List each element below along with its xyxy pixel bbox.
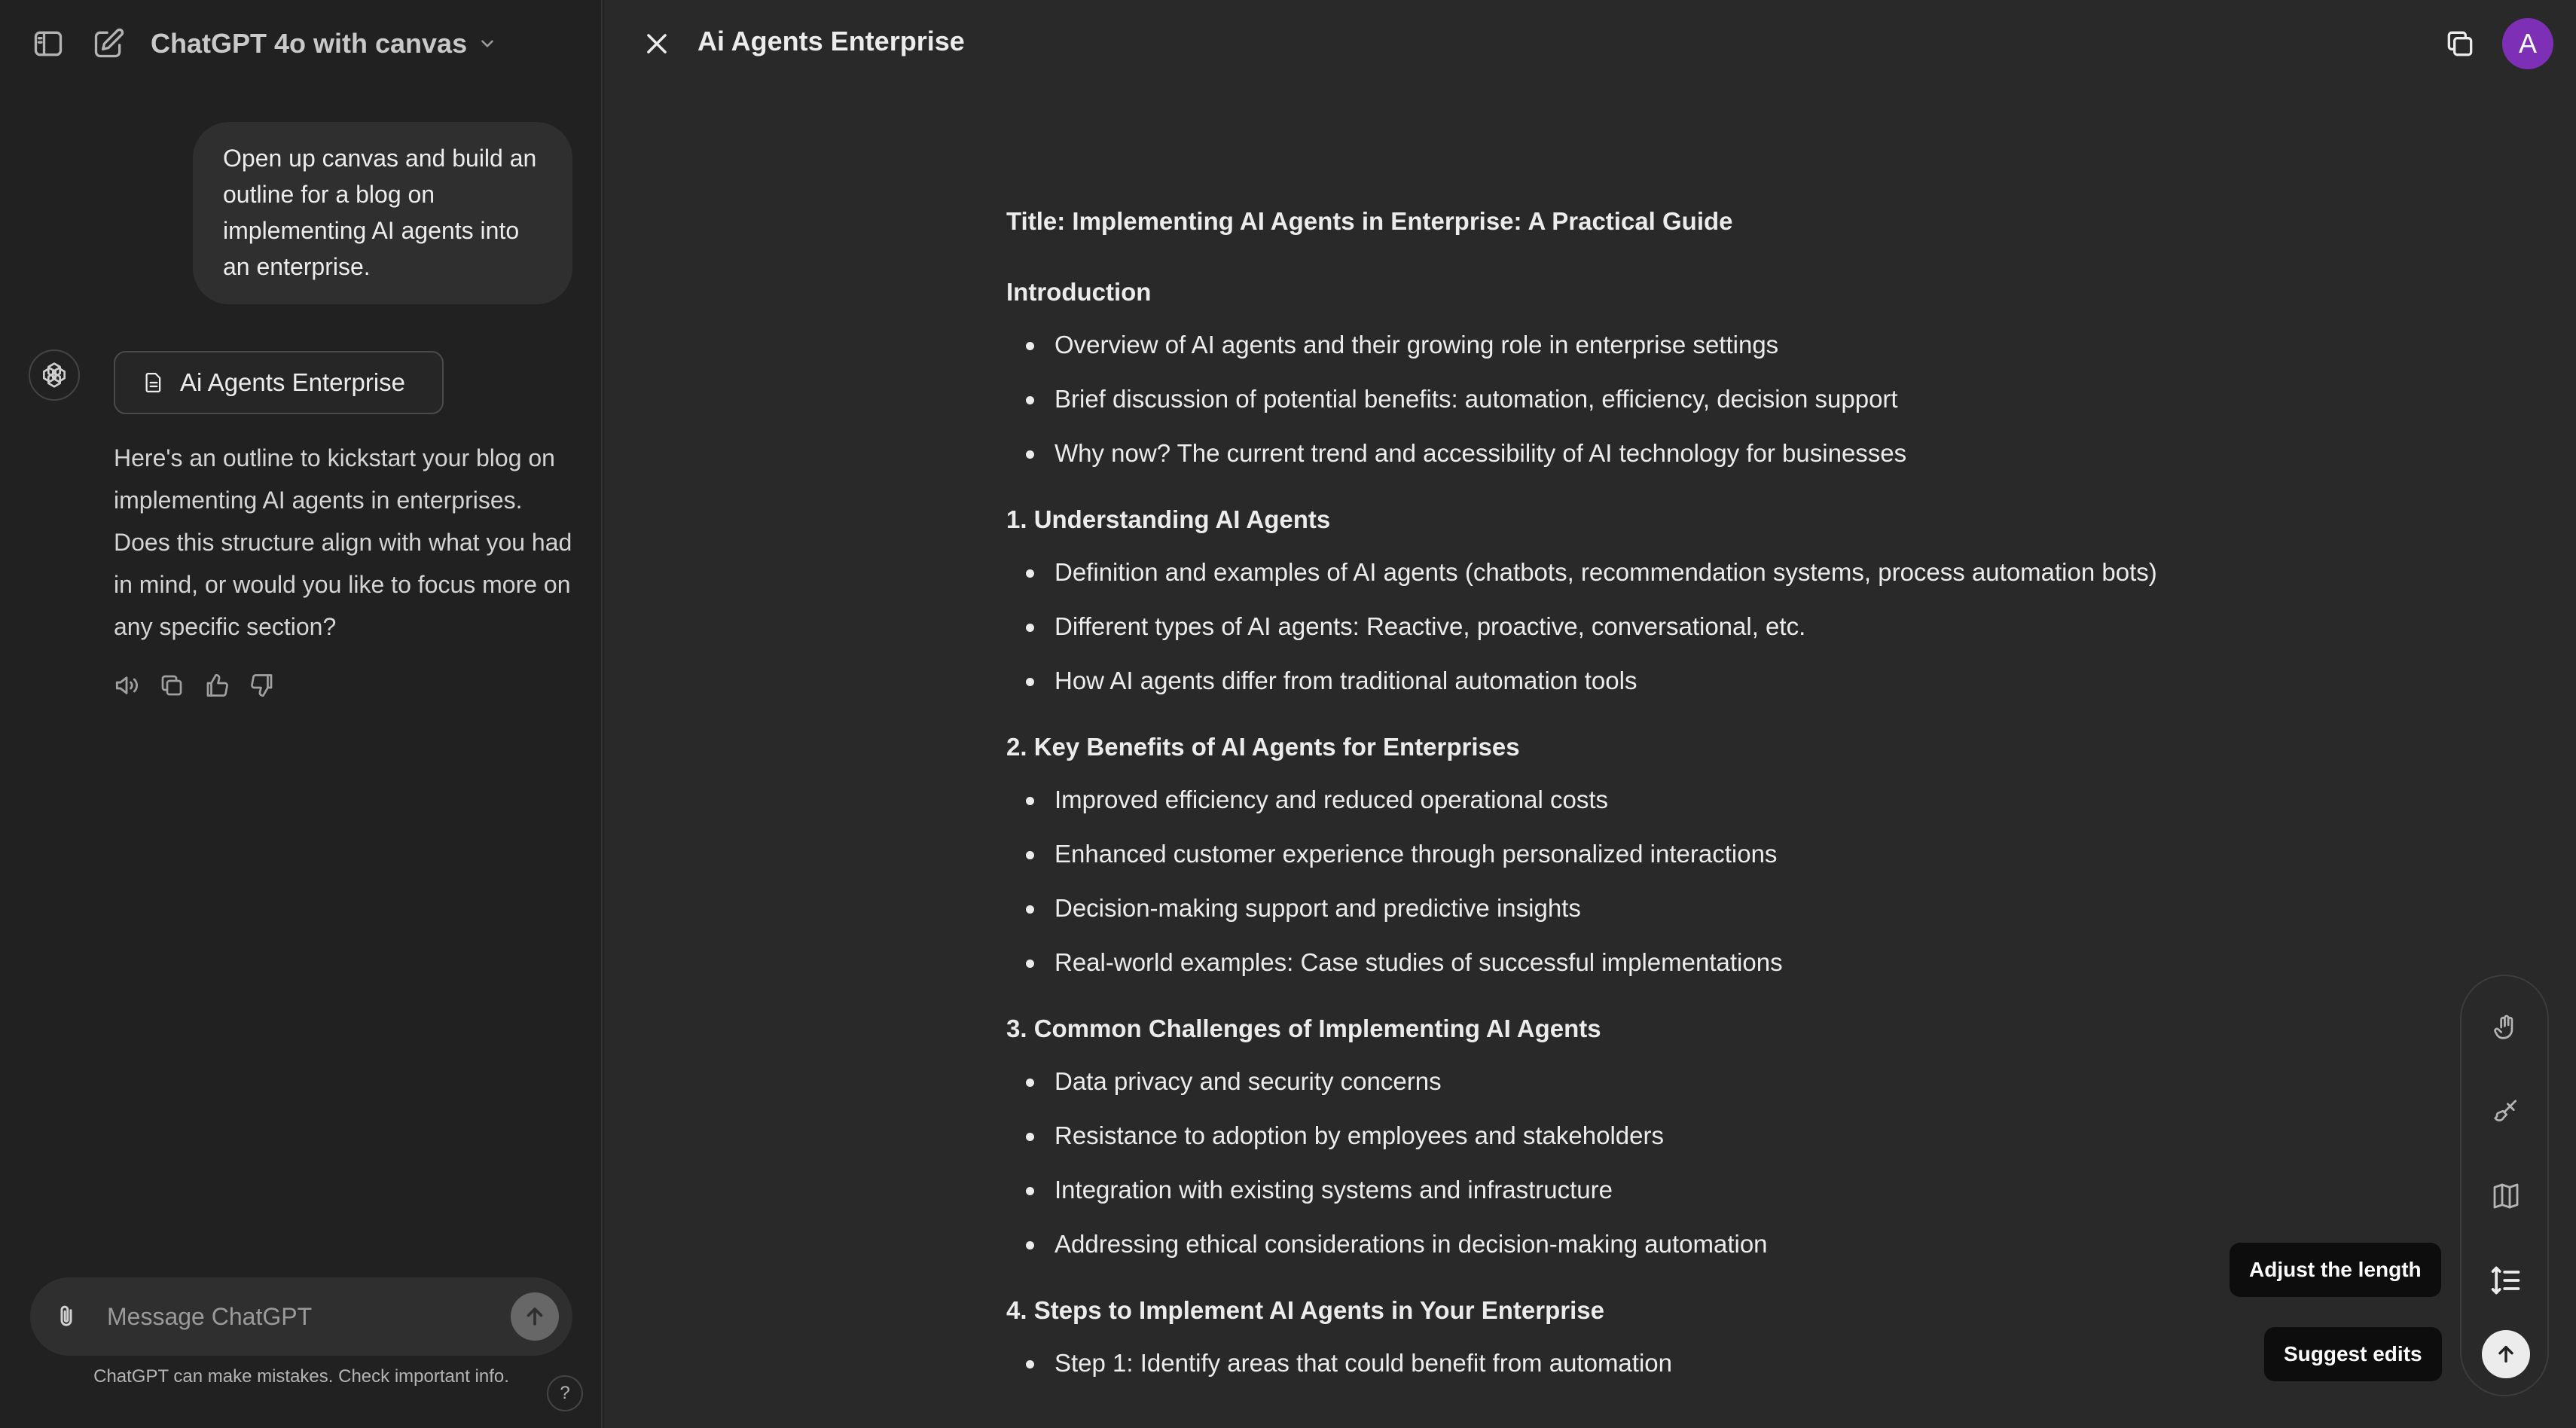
- openai-logo-icon: [29, 349, 80, 401]
- suggest-edits-submit-button[interactable]: [2482, 1330, 2530, 1378]
- canvas-title: Ai Agents Enterprise: [697, 26, 965, 56]
- list-item: Resistance to adoption by employees and stakeholders: [1006, 1109, 2287, 1163]
- list-item: Different types of AI agents: Reactive, proactive, conversational, etc.: [1006, 600, 2287, 654]
- bullet-list: [1006, 545, 2287, 708]
- assistant-message: Here's an outline to kickstart your blog on implementing AI agents in enterprises. Does this structure align with what you had in mind, or would you like to focus more on any specific section?: [114, 444, 572, 640]
- new-chat-icon[interactable]: [81, 17, 136, 71]
- list-item: Overview of AI agents and their growing role in enterprise settings: [1006, 318, 2287, 372]
- user-message: Open up canvas and build an outline for a blog on implementing AI agents into an enterprise.: [193, 122, 572, 304]
- thumbs-down-icon[interactable]: [247, 670, 277, 700]
- thumbs-up-icon[interactable]: [202, 670, 232, 700]
- list-item: Step 1: Identify areas that could benefit from automation: [1006, 1336, 2287, 1390]
- list-item: How AI agents differ from traditional automation tools: [1006, 654, 2287, 708]
- section-heading: Introduction: [1006, 278, 1152, 306]
- list-item: Why now? The current trend and accessibility of AI technology for businesses: [1006, 426, 2287, 481]
- user-avatar[interactable]: A: [2502, 18, 2553, 69]
- help-button[interactable]: ?: [547, 1375, 583, 1411]
- message-actions: [111, 670, 277, 700]
- section-heading: 3. Common Challenges of Implementing AI Agents: [1006, 1015, 1601, 1042]
- message-composer: [30, 1277, 572, 1356]
- doc-chip-label: Ai Agents Enterprise: [180, 368, 405, 396]
- bullet-list: [1006, 773, 2287, 990]
- canvas-toolbar: [2460, 975, 2549, 1396]
- message-input[interactable]: [107, 1297, 514, 1336]
- bullet-list: [1006, 1054, 2287, 1271]
- sidebar-toggle-icon[interactable]: [21, 17, 75, 71]
- tooltip-suggest-edits: Suggest edits: [2264, 1327, 2442, 1381]
- chat-panel: [0, 0, 603, 1428]
- list-item: Data privacy and security concerns: [1006, 1054, 2287, 1109]
- section-heading: 2. Key Benefits of AI Agents for Enterprises: [1006, 733, 1520, 761]
- paperclip-icon[interactable]: [53, 1300, 80, 1333]
- close-canvas-icon[interactable]: [633, 20, 681, 68]
- list-item: Brief discussion of potential benefits: automation, efficiency, decision support: [1006, 372, 2287, 426]
- tooltip-adjust-length: Adjust the length: [2230, 1243, 2441, 1297]
- bullet-list: [1006, 318, 2287, 481]
- emoji-hand-icon[interactable]: [2482, 1003, 2530, 1051]
- copy-icon[interactable]: [157, 670, 187, 700]
- list-item: Addressing ethical considerations in decision-making automation: [1006, 1217, 2287, 1271]
- disclaimer-text: ChatGPT can make mistakes. Check important info.: [93, 1366, 509, 1387]
- list-item: Decision-making support and predictive insights: [1006, 881, 2287, 935]
- chat-header: [0, 0, 603, 87]
- reading-level-book-icon[interactable]: [2482, 1172, 2530, 1220]
- read-aloud-icon[interactable]: [111, 670, 142, 700]
- list-item: Improved efficiency and reduced operational costs: [1006, 773, 2287, 827]
- section-heading: 4. Steps to Implement AI Agents in Your Enterprise: [1006, 1296, 1604, 1324]
- canvas-document[interactable]: [1006, 200, 2287, 1390]
- chevron-down-icon: [478, 34, 497, 53]
- send-button[interactable]: [511, 1292, 559, 1341]
- model-selector[interactable]: [151, 23, 497, 65]
- canvas-panel: [604, 0, 2576, 1428]
- document-icon: [142, 370, 165, 395]
- model-label: ChatGPT 4o with canvas: [151, 28, 468, 59]
- canvas-document-chip[interactable]: [114, 351, 444, 414]
- section-heading: 1. Understanding AI Agents: [1006, 505, 1331, 533]
- copy-document-icon[interactable]: [2436, 20, 2484, 68]
- list-item: Definition and examples of AI agents (chatbots, recommendation systems, process automation bots): [1006, 545, 2287, 600]
- list-item: Integration with existing systems and infrastructure: [1006, 1163, 2287, 1217]
- adjust-length-icon[interactable]: [2482, 1256, 2530, 1304]
- paintbrush-icon[interactable]: [2482, 1088, 2530, 1136]
- document-title: Title: Implementing AI Agents in Enterprise: A Practical Guide: [1006, 207, 1733, 235]
- list-item: Enhanced customer experience through personalized interactions: [1006, 827, 2287, 881]
- list-item: Real-world examples: Case studies of successful implementations: [1006, 935, 2287, 990]
- bullet-list: [1006, 1336, 2287, 1390]
